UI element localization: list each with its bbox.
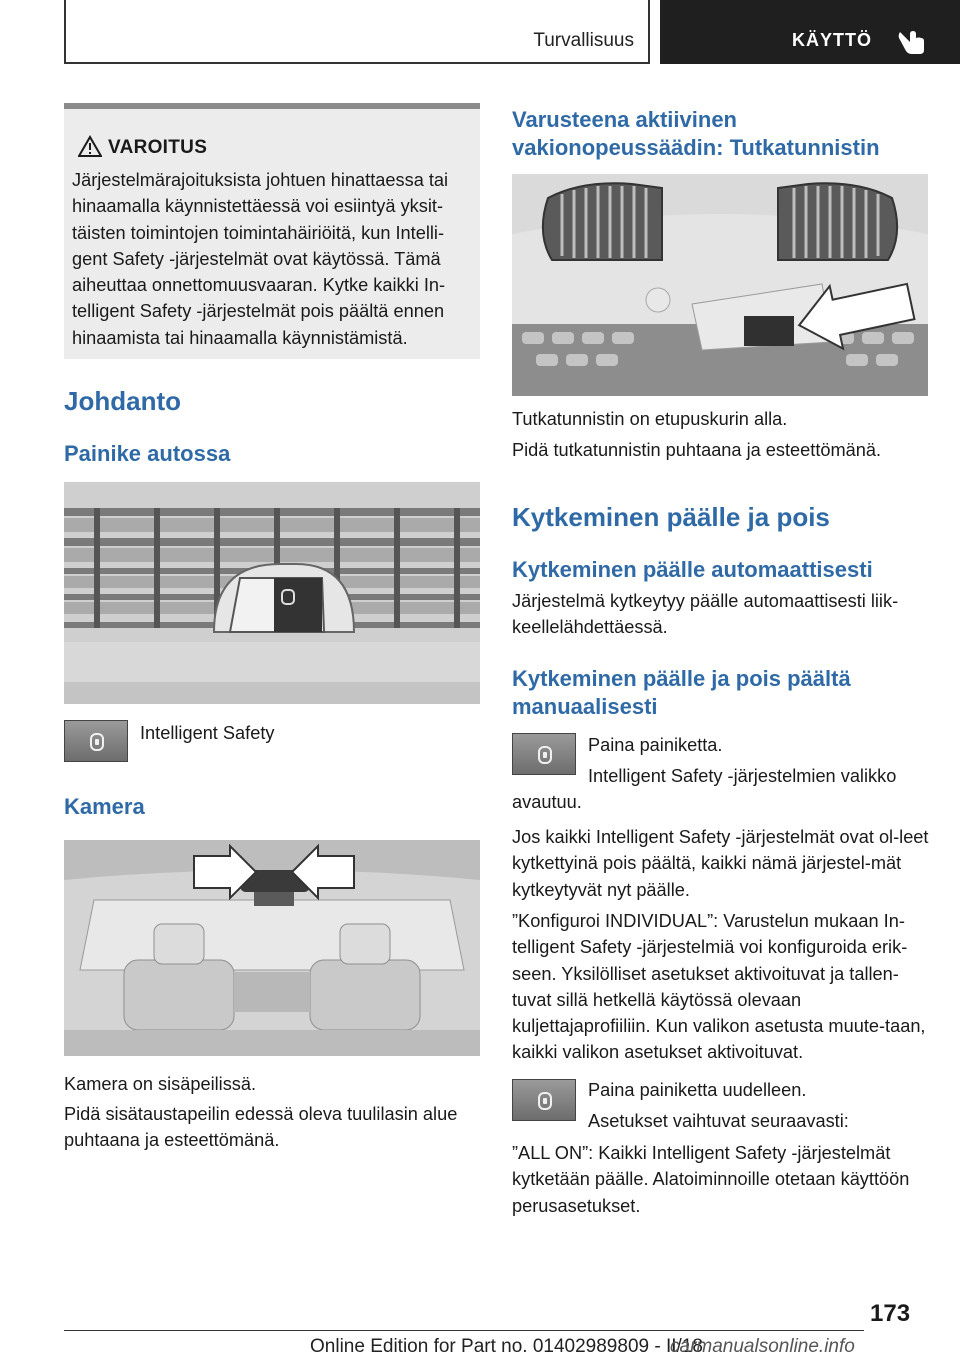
heading-switch-on-off: Kytkeminen päälle ja pois [512, 502, 830, 532]
step1-press-text: Paina painiketta. [588, 735, 723, 755]
header-frame [64, 0, 650, 64]
radar-sensor-figure [512, 174, 928, 396]
warning-triangle-icon [78, 135, 102, 157]
heading-switch-on-auto: Kytkeminen päälle automaattisesti [512, 557, 873, 582]
heading-switch-manual: Kytkeminen päälle ja pois päältä manuaalisesti [512, 666, 851, 719]
footer-edition: Online Edition for Part no. 01402989809 - II/18 [310, 1336, 703, 1357]
intelligent-safety-icon [89, 732, 105, 752]
step2-result-text: Asetukset vaihtuvat seuraavasti: [588, 1111, 849, 1131]
intelligent-safety-icon [537, 1091, 553, 1111]
intelligent-safety-button-icon-step2 [512, 1079, 576, 1121]
camera-location-text: Kamera on sisäpeilissä. [64, 1074, 257, 1094]
intelligent-safety-button-icon [64, 720, 128, 762]
header-chapter-label: KÄYTTÖ [792, 30, 872, 50]
heading-button-in-car: Painike autossa [64, 441, 231, 466]
button-in-car-figure [64, 482, 480, 704]
radar-location-text: Tutkatunnistin on etupuskurin alla. [512, 409, 788, 429]
warning-text: Järjestelmärajoituksista johtuen hinattaessa tai hinaamalla käynnistettäessä voi esiintyä yksit-täisten toimintojen toimintahäiriöitä, kun Intelli-gent Safety -järjestelmät ovat käytössä. Tämä aiheuttaa onnettomuusvaaran. Kytke kaikki In-telligent Safety -järjestelmät pois päältä ennen hinaamista tai hinaamalla käynnistämistä. [72, 170, 449, 348]
warning-title: VAROITUS [108, 137, 208, 158]
intelligent-safety-icon [537, 745, 553, 765]
warning-box [64, 103, 480, 359]
header-chapter-tab [660, 0, 960, 64]
car-interior-illustration [64, 840, 480, 1056]
footer-watermark: carmanualsonline.info [670, 1336, 855, 1357]
camera-clean-text: Pidä sisätaustapeilin edessä oleva tuulilasin alue puhtaana ja esteettömänä. [64, 1104, 458, 1151]
button-caption: Intelligent Safety [140, 723, 275, 743]
step1-result-text: Intelligent Safety -järjestelmien valikko avautuu. [512, 766, 897, 813]
all-on-text: ”ALL ON”: Kaikki Intelligent Safety -järjestelmät kytketään päälle. Alatoiminnoille otetaan käyttöön perusasetukset. [512, 1143, 910, 1216]
heading-introduction: Johdanto [64, 386, 181, 416]
page-number: 173 [870, 1300, 911, 1327]
all-off-text: Jos kaikki Intelligent Safety -järjestelmät ovat ol-leet kytkettyinä pois päältä, kaikki nämä järjestel-mät kytkeytyvät nyt päälle. [512, 827, 929, 900]
heading-radar-sensor: Varusteena aktiivinen vakionopeussäädin: Tutkatunnistin [512, 107, 880, 160]
heading-camera: Kamera [64, 794, 145, 819]
auto-switch-text: Järjestelmä kytkeytyy päälle automaattisesti liik-keellelähdettäessä. [512, 591, 899, 638]
step2-press-text: Paina painiketta uudelleen. [588, 1080, 807, 1100]
configure-individual-text: ”Konfiguroi INDIVIDUAL”: Varustelun mukaan In-telligent Safety -järjestelmiä voi konfiguroida erik-seen. Yksilölliset asetukset aktivoituvat ja tallen-tuvat sillä hetkellä käytössä olevaan kuljettajaprofiiliin. Kun valikon asetusta muute-taan, kaikki valikon asetukset aktivoituvat. [512, 911, 926, 1063]
header-section-title: Turvallisuus [533, 30, 634, 51]
dashboard-button-illustration [64, 482, 480, 704]
front-bumper-illustration [512, 174, 928, 396]
radar-clean-text: Pidä tutkatunnistin puhtaana ja esteettömänä. [512, 440, 882, 460]
pointing-hand-icon [896, 26, 930, 56]
footer-rule [64, 1330, 864, 1331]
camera-figure [64, 840, 480, 1056]
